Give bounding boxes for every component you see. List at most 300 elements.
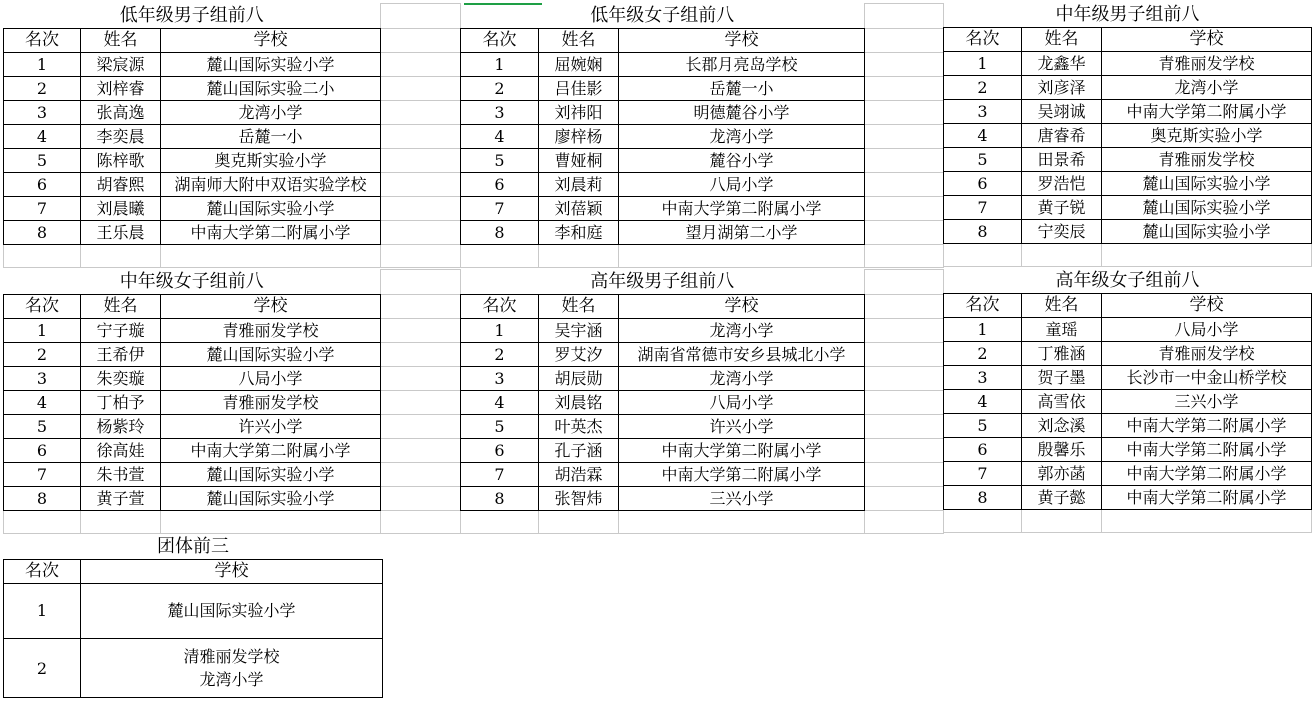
- spreadsheet-grid: [3, 3, 1311, 707]
- rank-cell[interactable]: 2: [461, 342, 539, 366]
- name-cell[interactable]: 胡辰勋: [539, 366, 619, 390]
- ranking-table-block: [460, 3, 943, 268]
- table-row: [461, 196, 944, 220]
- empty-cell[interactable]: [865, 76, 944, 100]
- empty-cell[interactable]: [381, 100, 461, 124]
- school-cell[interactable]: 长郡月亮岛学校: [619, 52, 865, 76]
- name-cell[interactable]: 刘蓓颖: [539, 196, 619, 220]
- school-cell[interactable]: 青雅丽发学校: [1102, 52, 1312, 76]
- school-name: 龙湾小学: [199, 670, 264, 689]
- school-cell[interactable]: 青雅丽发学校: [161, 390, 381, 414]
- school-cell[interactable]: 许兴小学: [161, 414, 381, 438]
- school-cell[interactable]: 岳麓一小: [161, 124, 381, 148]
- table-row: [944, 220, 1312, 244]
- rank-cell[interactable]: 5: [944, 414, 1022, 438]
- name-cell[interactable]: 吴宇涵: [539, 318, 619, 342]
- table-row: [944, 414, 1312, 438]
- school-cell[interactable]: 龙湾小学: [619, 318, 865, 342]
- rank-cell[interactable]: 6: [944, 438, 1022, 462]
- empty-cell[interactable]: [865, 390, 944, 414]
- table-row: [4, 414, 461, 438]
- empty-cell[interactable]: [1102, 510, 1312, 533]
- name-cell[interactable]: 朱奕璇: [81, 366, 161, 390]
- table-row: [461, 220, 944, 244]
- ranking-table: [943, 3, 1312, 267]
- name-cell[interactable]: 曹娅桐: [539, 148, 619, 172]
- school-name: 清雅丽发学校: [183, 647, 280, 666]
- empty-cell[interactable]: [865, 4, 944, 29]
- empty-cell[interactable]: [4, 510, 81, 533]
- column-header[interactable]: 名次: [461, 294, 539, 318]
- school-cell[interactable]: 中南大学第二附属小学: [1102, 100, 1312, 124]
- empty-cell[interactable]: [944, 244, 1022, 267]
- empty-cell[interactable]: [865, 462, 944, 486]
- empty-cell[interactable]: [461, 510, 539, 533]
- table-title[interactable]: 中年级男子组前八: [944, 3, 1312, 28]
- name-cell[interactable]: 刘彦泽: [1022, 76, 1102, 100]
- empty-cell[interactable]: [944, 510, 1022, 533]
- empty-cell[interactable]: [865, 100, 944, 124]
- column-header[interactable]: 名次: [944, 294, 1022, 318]
- name-cell[interactable]: 罗艾汐: [539, 342, 619, 366]
- name-cell[interactable]: 徐高娃: [81, 438, 161, 462]
- school-cell[interactable]: 麓山国际实验小学: [161, 486, 381, 510]
- ranking-table: [3, 3, 461, 268]
- school-cell[interactable]: 八局小学: [619, 172, 865, 196]
- name-cell[interactable]: 吴翊诚: [1022, 100, 1102, 124]
- name-cell[interactable]: 刘晨曦: [81, 196, 161, 220]
- column-header[interactable]: 名次: [4, 294, 81, 318]
- empty-cell[interactable]: [865, 342, 944, 366]
- column-header[interactable]: 姓名: [1022, 28, 1102, 52]
- rank-cell[interactable]: 2: [944, 342, 1022, 366]
- table-row: [4, 639, 383, 698]
- empty-cell[interactable]: [381, 220, 461, 244]
- table-row: [461, 100, 944, 124]
- rank-cell[interactable]: 4: [4, 124, 81, 148]
- table-title[interactable]: 中年级女子组前八: [4, 270, 381, 295]
- rank-cell[interactable]: 1: [4, 318, 81, 342]
- school-cell[interactable]: 中南大学第二附属小学: [1102, 486, 1312, 510]
- name-cell[interactable]: 刘念溪: [1022, 414, 1102, 438]
- name-cell[interactable]: 贺子墨: [1022, 366, 1102, 390]
- empty-cell[interactable]: [381, 366, 461, 390]
- table-row: [4, 462, 461, 486]
- name-cell[interactable]: 黄子锐: [1022, 196, 1102, 220]
- school-cell[interactable]: 青雅丽发学校: [1102, 342, 1312, 366]
- name-cell[interactable]: 张高逸: [81, 100, 161, 124]
- rank-cell[interactable]: 4: [944, 124, 1022, 148]
- school-cell[interactable]: 八局小学: [619, 390, 865, 414]
- empty-cell[interactable]: [865, 148, 944, 172]
- name-cell[interactable]: 唐睿希: [1022, 124, 1102, 148]
- name-cell[interactable]: 丁雅涵: [1022, 342, 1102, 366]
- empty-cell[interactable]: [865, 366, 944, 390]
- empty-cell[interactable]: [4, 244, 81, 267]
- empty-cell[interactable]: [381, 148, 461, 172]
- empty-cell[interactable]: [381, 318, 461, 342]
- table-row: [944, 196, 1312, 220]
- table-row: [944, 172, 1312, 196]
- school-cell[interactable]: 中南大学第二附属小学: [619, 196, 865, 220]
- column-header[interactable]: 学校: [81, 560, 383, 584]
- table-row: [4, 196, 461, 220]
- name-cell[interactable]: 胡浩霖: [539, 462, 619, 486]
- empty-cell[interactable]: [381, 342, 461, 366]
- table-row: [4, 124, 461, 148]
- column-header[interactable]: 学校: [161, 28, 381, 52]
- empty-cell[interactable]: [81, 244, 161, 267]
- name-cell[interactable]: 王希伊: [81, 342, 161, 366]
- rank-cell[interactable]: 3: [461, 366, 539, 390]
- empty-cell[interactable]: [1022, 244, 1102, 267]
- empty-cell[interactable]: [381, 462, 461, 486]
- name-cell[interactable]: 叶英杰: [539, 414, 619, 438]
- table-row: [4, 318, 461, 342]
- table-row: [461, 342, 944, 366]
- school-cell[interactable]: 麓山国际实验小学: [161, 52, 381, 76]
- ranking-table-block: [943, 269, 1311, 533]
- rank-cell[interactable]: 5: [944, 148, 1022, 172]
- table-row: [4, 584, 383, 639]
- school-cell[interactable]: 麓山国际实验小学: [161, 196, 381, 220]
- rank-cell[interactable]: 8: [944, 486, 1022, 510]
- table-title[interactable]: 高年级男子组前八: [461, 270, 865, 295]
- table-row: [461, 172, 944, 196]
- school-cell[interactable]: 中南大学第二附属小学: [619, 438, 865, 462]
- empty-cell[interactable]: [381, 438, 461, 462]
- school-cell[interactable]: 奥克斯实验小学: [161, 148, 381, 172]
- rank-cell[interactable]: 3: [944, 100, 1022, 124]
- table-title[interactable]: 高年级女子组前八: [944, 269, 1312, 294]
- school-cell[interactable]: 奥克斯实验小学: [1102, 124, 1312, 148]
- name-cell[interactable]: 高雪依: [1022, 390, 1102, 414]
- table-row: [944, 486, 1312, 510]
- rank-cell[interactable]: 7: [944, 462, 1022, 486]
- column-header[interactable]: 学校: [619, 294, 865, 318]
- rank-cell[interactable]: 6: [944, 172, 1022, 196]
- empty-cell[interactable]: [865, 124, 944, 148]
- name-cell[interactable]: 丁柏予: [81, 390, 161, 414]
- rank-cell[interactable]: 1: [944, 318, 1022, 342]
- rank-cell[interactable]: 7: [4, 196, 81, 220]
- name-cell[interactable]: 陈梓歌: [81, 148, 161, 172]
- rank-cell[interactable]: 3: [461, 100, 539, 124]
- rank-cell[interactable]: 5: [461, 414, 539, 438]
- empty-cell[interactable]: [865, 196, 944, 220]
- empty-cell[interactable]: [865, 244, 944, 267]
- empty-cell[interactable]: [381, 196, 461, 220]
- table-row: [944, 366, 1312, 390]
- rank-cell[interactable]: 1: [461, 52, 539, 76]
- column-header[interactable]: 学校: [619, 28, 865, 52]
- rank-cell[interactable]: 7: [944, 196, 1022, 220]
- ranking-table-block: [943, 3, 1311, 267]
- rank-cell[interactable]: 4: [4, 390, 81, 414]
- rank-cell[interactable]: 2: [944, 76, 1022, 100]
- name-cell[interactable]: 刘梓睿: [81, 76, 161, 100]
- column-header[interactable]: 姓名: [81, 28, 161, 52]
- rank-cell[interactable]: 1: [944, 52, 1022, 76]
- rank-cell[interactable]: 1: [4, 584, 81, 639]
- empty-cell[interactable]: [381, 486, 461, 510]
- school-cell[interactable]: [81, 584, 383, 639]
- school-cell[interactable]: 麓山国际实验二小: [161, 76, 381, 100]
- column-header[interactable]: 姓名: [1022, 294, 1102, 318]
- team-ranking-table: [3, 535, 383, 698]
- name-cell[interactable]: 宁奕辰: [1022, 220, 1102, 244]
- name-cell[interactable]: 郭亦菡: [1022, 462, 1102, 486]
- empty-cell[interactable]: [539, 244, 619, 267]
- rank-cell[interactable]: 5: [4, 148, 81, 172]
- ranking-table-block: [460, 269, 943, 534]
- ranking-table: [3, 269, 461, 534]
- table-row: [461, 76, 944, 100]
- table-row: [461, 438, 944, 462]
- school-cell[interactable]: 岳麓一小: [619, 76, 865, 100]
- table-row: [461, 414, 944, 438]
- empty-cell[interactable]: [461, 244, 539, 267]
- table-row: [944, 462, 1312, 486]
- rank-cell[interactable]: 8: [461, 220, 539, 244]
- school-cell[interactable]: 长沙市一中金山桥学校: [1102, 366, 1312, 390]
- empty-cell[interactable]: [381, 76, 461, 100]
- table-row: [4, 172, 461, 196]
- table-row: [4, 486, 461, 510]
- rank-cell[interactable]: 1: [4, 52, 81, 76]
- empty-cell[interactable]: [1022, 510, 1102, 533]
- table-row: [944, 342, 1312, 366]
- rank-cell[interactable]: 3: [4, 100, 81, 124]
- table-row: [4, 148, 461, 172]
- rank-cell[interactable]: 8: [4, 220, 81, 244]
- name-cell[interactable]: 刘祎阳: [539, 100, 619, 124]
- table-row: [944, 100, 1312, 124]
- team-ranking-block: [3, 535, 382, 698]
- school-cell[interactable]: 龙湾小学: [161, 100, 381, 124]
- school-cell[interactable]: 龙湾小学: [619, 124, 865, 148]
- school-cell[interactable]: 青雅丽发学校: [1102, 148, 1312, 172]
- table-row: [4, 52, 461, 76]
- school-name: 麓山国际实验小学: [167, 601, 296, 620]
- empty-cell[interactable]: [381, 414, 461, 438]
- school-cell[interactable]: 望月湖第二小学: [619, 220, 865, 244]
- empty-cell[interactable]: [865, 318, 944, 342]
- school-cell[interactable]: 麓山国际实验小学: [1102, 172, 1312, 196]
- school-cell[interactable]: 中南大学第二附属小学: [1102, 438, 1312, 462]
- rank-cell[interactable]: 6: [4, 438, 81, 462]
- table-row: [461, 390, 944, 414]
- table-row: [944, 124, 1312, 148]
- team-table-title[interactable]: 团体前三: [4, 535, 383, 560]
- school-cell[interactable]: 麓山国际实验小学: [1102, 220, 1312, 244]
- name-cell[interactable]: 廖梓杨: [539, 124, 619, 148]
- name-cell[interactable]: 张智炜: [539, 486, 619, 510]
- name-cell[interactable]: 梁宸源: [81, 52, 161, 76]
- school-cell[interactable]: 麓山国际实验小学: [161, 462, 381, 486]
- name-cell[interactable]: 吕佳影: [539, 76, 619, 100]
- empty-cell[interactable]: [865, 510, 944, 533]
- empty-cell[interactable]: [865, 270, 944, 295]
- empty-cell[interactable]: [381, 510, 461, 533]
- name-cell[interactable]: 龙鑫华: [1022, 52, 1102, 76]
- empty-cell[interactable]: [865, 52, 944, 76]
- column-header[interactable]: 学校: [161, 294, 381, 318]
- empty-cell[interactable]: [1102, 244, 1312, 267]
- name-cell[interactable]: 罗浩恺: [1022, 172, 1102, 196]
- name-cell[interactable]: 殷馨乐: [1022, 438, 1102, 462]
- name-cell[interactable]: 胡睿熙: [81, 172, 161, 196]
- rank-cell[interactable]: 2: [4, 342, 81, 366]
- table-row: [944, 148, 1312, 172]
- name-cell[interactable]: 李和庭: [539, 220, 619, 244]
- empty-cell[interactable]: [381, 270, 461, 295]
- table-row: [944, 390, 1312, 414]
- name-cell[interactable]: 刘晨铭: [539, 390, 619, 414]
- table-row: [461, 52, 944, 76]
- empty-cell[interactable]: [381, 124, 461, 148]
- table-row: [4, 366, 461, 390]
- empty-cell[interactable]: [381, 4, 461, 29]
- table-row: [461, 148, 944, 172]
- name-cell[interactable]: 李奕晨: [81, 124, 161, 148]
- school-cell[interactable]: 中南大学第二附属小学: [1102, 462, 1312, 486]
- name-cell[interactable]: 田景希: [1022, 148, 1102, 172]
- empty-cell[interactable]: [865, 220, 944, 244]
- rank-cell[interactable]: 3: [4, 366, 81, 390]
- ranking-table: [460, 3, 944, 268]
- table-row: [4, 76, 461, 100]
- column-header[interactable]: 名次: [944, 28, 1022, 52]
- empty-cell[interactable]: [865, 414, 944, 438]
- name-cell[interactable]: 宁子璇: [81, 318, 161, 342]
- rank-cell[interactable]: 8: [461, 486, 539, 510]
- rank-cell[interactable]: 8: [944, 220, 1022, 244]
- empty-cell[interactable]: [381, 390, 461, 414]
- rank-cell[interactable]: 8: [4, 486, 81, 510]
- column-header[interactable]: 学校: [1102, 294, 1312, 318]
- empty-cell[interactable]: [81, 510, 161, 533]
- school-cell[interactable]: 三兴小学: [619, 486, 865, 510]
- rank-cell[interactable]: 4: [461, 124, 539, 148]
- empty-cell[interactable]: [381, 172, 461, 196]
- school-cell[interactable]: 中南大学第二附属小学: [619, 462, 865, 486]
- name-cell[interactable]: 刘晨莉: [539, 172, 619, 196]
- table-row: [4, 342, 461, 366]
- rank-cell[interactable]: 2: [4, 76, 81, 100]
- rank-cell[interactable]: 7: [461, 196, 539, 220]
- empty-cell[interactable]: [619, 510, 865, 533]
- table-row: [461, 462, 944, 486]
- name-cell[interactable]: 黄子懿: [1022, 486, 1102, 510]
- table-row: [4, 220, 461, 244]
- table-row: [944, 76, 1312, 100]
- empty-cell[interactable]: [161, 244, 381, 267]
- table-row: [461, 486, 944, 510]
- empty-cell[interactable]: [865, 172, 944, 196]
- school-cell[interactable]: 八局小学: [1102, 318, 1312, 342]
- column-header[interactable]: 名次: [4, 560, 81, 584]
- school-cell[interactable]: 中南大学第二附属小学: [1102, 414, 1312, 438]
- table-row: [4, 390, 461, 414]
- column-header[interactable]: 姓名: [539, 28, 619, 52]
- school-cell[interactable]: 麓谷小学: [619, 148, 865, 172]
- column-header[interactable]: 名次: [4, 28, 81, 52]
- table-row: [944, 52, 1312, 76]
- empty-cell[interactable]: [381, 244, 461, 267]
- school-cell[interactable]: 明德麓谷小学: [619, 100, 865, 124]
- school-cell[interactable]: 青雅丽发学校: [161, 318, 381, 342]
- empty-cell[interactable]: [161, 510, 381, 533]
- name-cell[interactable]: 杨紫玲: [81, 414, 161, 438]
- school-cell[interactable]: 中南大学第二附属小学: [161, 220, 381, 244]
- rank-cell[interactable]: 2: [461, 76, 539, 100]
- rank-cell[interactable]: 6: [4, 172, 81, 196]
- rank-cell[interactable]: 4: [944, 390, 1022, 414]
- ranking-table-block: [3, 3, 460, 268]
- rank-cell[interactable]: 7: [4, 462, 81, 486]
- school-cell[interactable]: 湖南省常德市安乡县城北小学: [619, 342, 865, 366]
- rank-cell[interactable]: 1: [461, 318, 539, 342]
- column-header[interactable]: 姓名: [539, 294, 619, 318]
- empty-cell[interactable]: [381, 294, 461, 318]
- empty-cell[interactable]: [619, 244, 865, 267]
- table-row: [4, 438, 461, 462]
- empty-cell[interactable]: [381, 28, 461, 52]
- table-title[interactable]: 低年级女子组前八: [461, 4, 865, 29]
- school-cell[interactable]: 中南大学第二附属小学: [161, 438, 381, 462]
- rank-cell[interactable]: 3: [944, 366, 1022, 390]
- empty-cell[interactable]: [865, 294, 944, 318]
- rank-cell[interactable]: 6: [461, 438, 539, 462]
- name-cell[interactable]: 王乐晨: [81, 220, 161, 244]
- column-header[interactable]: 名次: [461, 28, 539, 52]
- table-row: [944, 318, 1312, 342]
- empty-cell[interactable]: [539, 510, 619, 533]
- name-cell[interactable]: 黄子萱: [81, 486, 161, 510]
- ranking-table-block: [3, 269, 460, 534]
- name-cell[interactable]: 童瑶: [1022, 318, 1102, 342]
- rank-cell[interactable]: 4: [461, 390, 539, 414]
- rank-cell[interactable]: 7: [461, 462, 539, 486]
- school-cell[interactable]: 湖南师大附中双语实验学校: [161, 172, 381, 196]
- rank-cell[interactable]: 5: [461, 148, 539, 172]
- rank-cell[interactable]: 6: [461, 172, 539, 196]
- school-cell[interactable]: 三兴小学: [1102, 390, 1312, 414]
- empty-cell[interactable]: [865, 486, 944, 510]
- column-header[interactable]: 学校: [1102, 28, 1312, 52]
- rank-cell[interactable]: 2: [4, 639, 81, 698]
- empty-cell[interactable]: [381, 52, 461, 76]
- name-cell[interactable]: 孔子涵: [539, 438, 619, 462]
- school-cell[interactable]: 许兴小学: [619, 414, 865, 438]
- column-header[interactable]: 姓名: [81, 294, 161, 318]
- school-cell[interactable]: [81, 639, 383, 698]
- table-row: [461, 318, 944, 342]
- school-cell[interactable]: 麓山国际实验小学: [1102, 196, 1312, 220]
- empty-cell[interactable]: [865, 438, 944, 462]
- table-title[interactable]: 低年级男子组前八: [4, 4, 381, 29]
- school-cell[interactable]: 八局小学: [161, 366, 381, 390]
- table-row: [461, 124, 944, 148]
- name-cell[interactable]: 朱书萱: [81, 462, 161, 486]
- rank-cell[interactable]: 5: [4, 414, 81, 438]
- empty-cell[interactable]: [865, 28, 944, 52]
- school-cell[interactable]: 麓山国际实验小学: [161, 342, 381, 366]
- school-cell[interactable]: 龙湾小学: [1102, 76, 1312, 100]
- name-cell[interactable]: 屈婉娴: [539, 52, 619, 76]
- school-cell[interactable]: 龙湾小学: [619, 366, 865, 390]
